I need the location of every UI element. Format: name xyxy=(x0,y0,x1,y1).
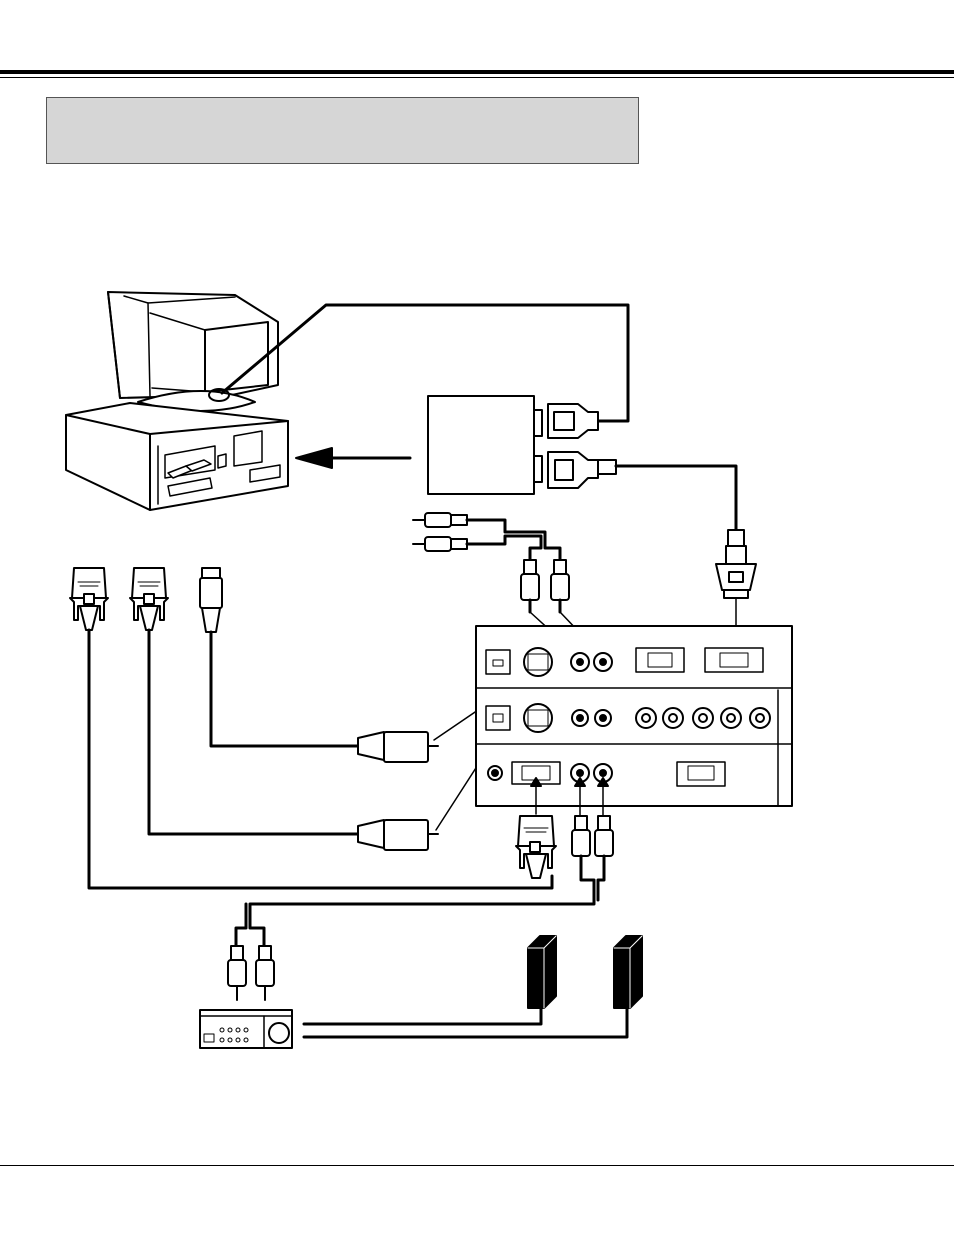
audio-amplifier xyxy=(200,1010,292,1048)
computer-with-monitor xyxy=(66,292,288,510)
arrow-to-computer xyxy=(296,448,410,468)
speaker-wire-left xyxy=(304,1006,541,1024)
speaker-right xyxy=(614,936,642,1008)
vga-cable-b xyxy=(130,568,530,850)
speaker-wire-right xyxy=(304,1006,627,1037)
speaker-left xyxy=(528,936,556,1008)
adapter-box xyxy=(428,396,616,494)
projector-terminal-panel xyxy=(476,626,792,806)
dvi-cable-line xyxy=(616,466,736,530)
